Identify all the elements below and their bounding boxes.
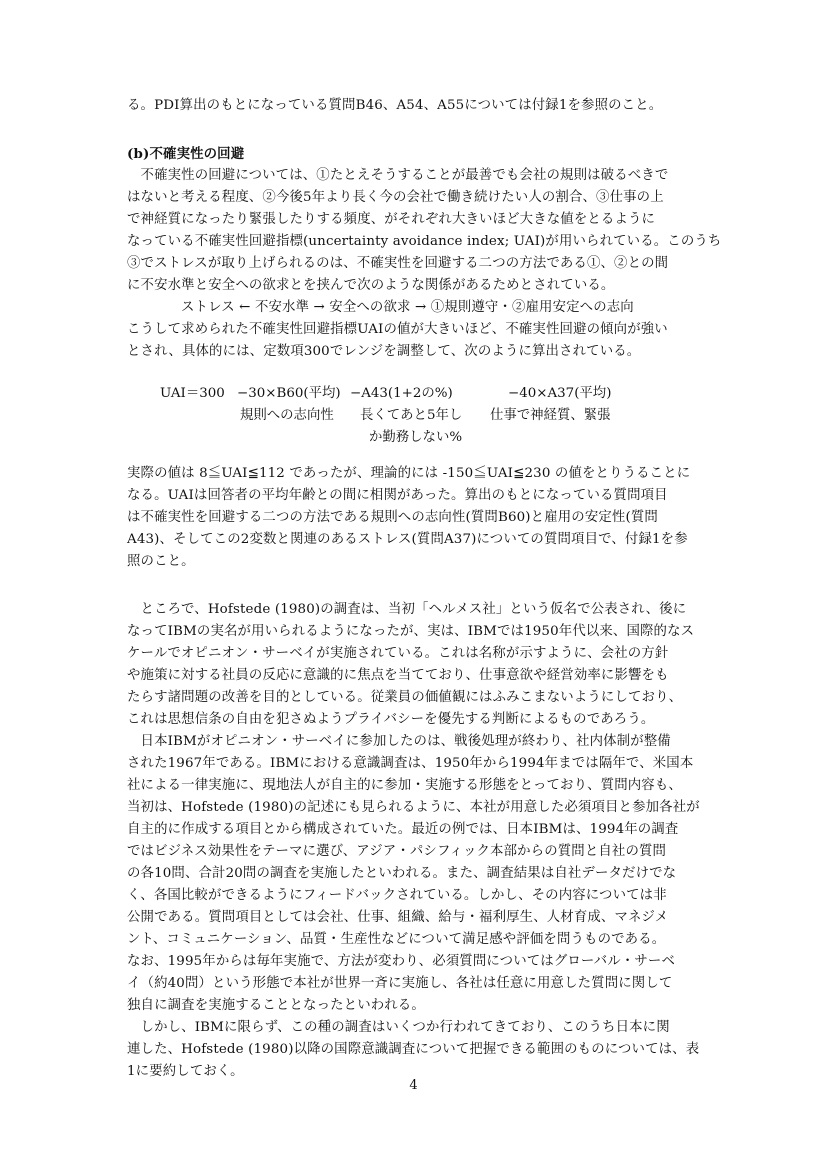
formula-label-tenure: 長くてあと5年し <box>360 408 463 423</box>
para5-line: 社による一律実施に、現地法人が自主的に参加・実施する形態をとっており、質問内容も、 <box>127 778 682 793</box>
para5-line: ではビジネス効果性をテーマに選び、アジア・パシフィック本部からの質問と自社の質問 <box>127 844 667 859</box>
para1-line: ③でストレスが取り上げられるのは、不確実性を回避する二つの方法である①、②との間 <box>127 256 669 271</box>
para3-line: は不確実性を回避する二つの方法である規則への志向性(質問B60)と雇用の安定性(質問 <box>127 510 658 525</box>
para5-line: 独自に調査を実施することとなったといわれる。 <box>127 998 425 1013</box>
para4-line: なってIBMの実名が用いられるようになったが、実は、IBMでは1950年代以来、国際的なス <box>127 624 695 639</box>
para3-line: なる。UAIは回答者の平均年齢との間に相関があった。算出のもとになっている質問項目 <box>127 488 668 503</box>
para5-line: イ（約40問）という形態で本社が世界一斉に実施し、各社は任意に用意した質問に関して <box>127 976 673 991</box>
formula-label-tenure-cont: か勤務しない% <box>369 430 463 445</box>
para4-line: これは思想信条の自由を犯さぬようプライバシーを優先する判断によるものであろう。 <box>127 712 655 727</box>
para1-line: で神経質になったり緊張したりする頻度、がそれぞれ大きいほど大きな値をとるように <box>127 212 656 227</box>
para5-line: ント、コミュニケーション、品質・生産性などについて満足感や評価を問うものである。 <box>127 932 666 947</box>
formula-term-a43: −A43(1+2の%) <box>350 386 453 401</box>
para4-line: や施策に対する社員の反応に意識的に焦点を当てており、仕事意欲や経営効率に影響をも <box>127 668 669 683</box>
para4-line: ケールでオピニオン・サーベイが実施されている。これは名称が示すように、会社の方針 <box>127 646 669 661</box>
para4-line: ところで、Hofstede (1980)の調査は、当初「ヘルメス社」という仮名で公表され、後に <box>127 602 687 617</box>
page-number: 4 <box>409 1078 418 1093</box>
formula-term-a37: −40×A37(平均) <box>508 386 612 401</box>
para1-line: 不確実性の回避については、①たとえそうすることが最善でも会社の規則は破るべきで <box>127 168 669 183</box>
para5-line: なお、1995年からは毎年実施で、方法が変わり、必須質問についてはグローバル・サーベ <box>127 954 676 969</box>
para3-line: 照のこと。 <box>127 554 195 569</box>
para5-line: 公開である。質問項目としては会社、仕事、組織、給与・福利厚生、人材育成、マネジメ <box>127 910 669 925</box>
formula-label-rules: 規則への志向性 <box>240 408 334 423</box>
relation-line: ストレス ← 不安水準 → 安全への欲求 → ①規則遵守・②雇用安定への志向 <box>181 300 634 315</box>
para1-line: に不安水準と安全への欲求とを挟んで次のような関係があるためとされている。 <box>127 278 615 293</box>
para1-line: はないと考える程度、②今後5年より長く今の会社で働き続けたい人の割合、③仕事の上 <box>127 190 664 205</box>
para2-line: こうして求められた不確実性回避指標UAIの値が大きいほど、不確実性回避の傾向が強い <box>127 322 668 337</box>
intro-line: る。PDI算出のもとになっている質問B46、A54、A55については付録1を参照のこと。 <box>127 98 663 113</box>
para4-line: たらす諸問題の改善を目的としている。従業員の価値観にはふみこまないようにしており、 <box>127 690 683 705</box>
para5-line: 当初は、Hofstede (1980)の記述にも見られるように、本社が用意した必須項目と参加各社が <box>127 800 700 815</box>
para3-line: A43)、そしてこの2変数と関連のあるストレス(質問A37)についての質問項目で、付録1を参 <box>127 532 688 547</box>
para5-line: 日本IBMがオピニオン・サーベイに参加したのは、戦後処理が終わり、社内体制が整備 <box>127 734 671 749</box>
para6-line: しかし、IBMに限らず、この種の調査はいくつか行われてきており、このうち日本に関 <box>127 1020 670 1035</box>
para6-line: 1に要約しておく。 <box>127 1064 244 1079</box>
para5-line: 自主的に作成する項目とから構成されていた。最近の例では、日本IBMは、1994年の調査 <box>127 822 679 837</box>
formula-term-b60: −30×B60(平均) <box>237 386 341 401</box>
para5-line: の各10問、合計20問の調査を実施したといわれる。また、調査結果は自社データだけでな <box>127 866 677 881</box>
para3-line: 実際の値は 8≦UAI≦112 であったが、理論的には -150≦UAI≦230 の値をとりうることに <box>127 466 691 481</box>
para2-line: とされ、具体的には、定数項300でレンジを調整して、次のように算出されている。 <box>127 344 641 359</box>
para5-line: された1967年である。IBMにおける意識調査は、1950年から1994年までは隔年で、米国本 <box>127 756 694 771</box>
section-heading: (b)不確実性の回避 <box>127 146 245 162</box>
para5-line: く、各国比較ができるようにフィードバックされている。しかし、その内容については非 <box>127 888 667 903</box>
para6-line: 連した、Hofstede (1980)以降の国際意識調査について把握できる範囲のものについては、表 <box>127 1042 700 1057</box>
para1-line: なっている不確実性回避指標(uncertainty avoidance index; UAI)が用いられている。このうち <box>127 234 722 249</box>
formula-label-stress: 仕事で神経質、緊張 <box>490 408 611 423</box>
formula-lhs: UAI＝300 <box>160 386 225 401</box>
